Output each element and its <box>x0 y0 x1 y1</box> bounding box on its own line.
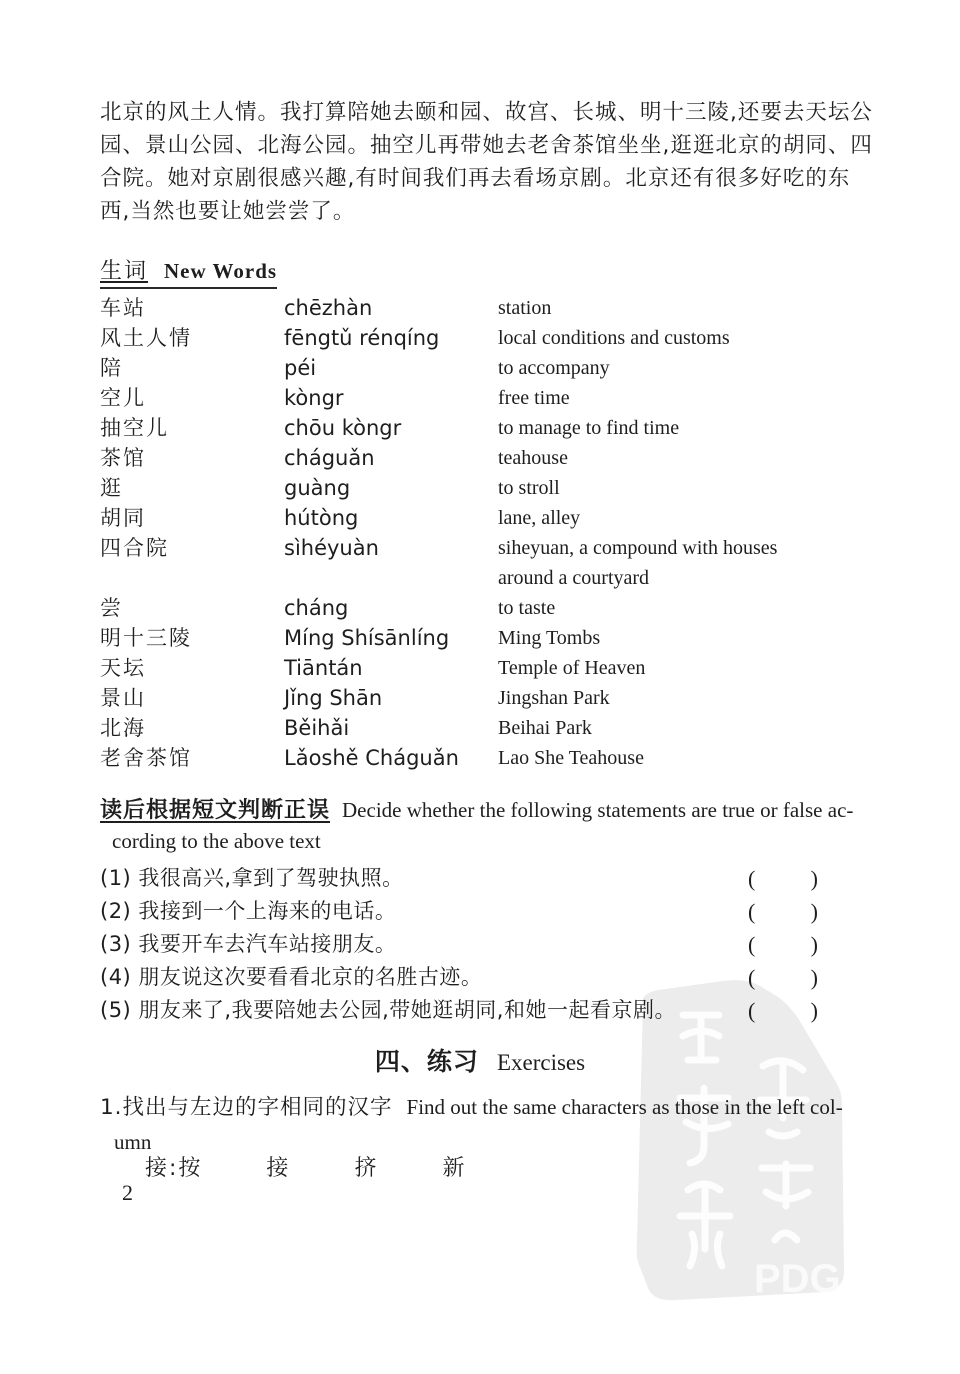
answer-paren-close: ) <box>810 932 818 957</box>
true-false-title-zh: 读后根据短文判断正误 <box>100 798 331 823</box>
new-words-heading <box>100 254 277 289</box>
exercise-1-prompt-zh: 1.找出与左边的字相同的汉字 <box>100 1095 393 1120</box>
vocab-hanzi: 空儿 <box>100 386 146 410</box>
vocab-row <box>100 353 882 383</box>
true-false-heading <box>100 795 882 857</box>
answer-parens <box>748 928 818 961</box>
vocab-row <box>100 593 882 623</box>
vocab-pinyin: Tiāntán <box>284 656 363 680</box>
vocab-english: lane, alley <box>498 507 581 529</box>
exercise-1 <box>100 1090 882 1160</box>
drill-option: 新 <box>442 1156 467 1181</box>
vocab-row <box>100 503 882 533</box>
vocab-pinyin: péi <box>284 356 317 380</box>
statement-text: (3) 我要开车去汽车站接朋友。 <box>100 932 397 956</box>
vocab-hanzi: 尝 <box>100 596 123 620</box>
vocab-row <box>100 683 882 713</box>
vocab-hanzi: 北海 <box>100 716 146 740</box>
answer-parens <box>748 862 818 895</box>
vocab-row <box>100 713 882 743</box>
vocab-hanzi: 陪 <box>100 356 123 380</box>
answer-parens <box>748 895 818 928</box>
vocab-hanzi: 车站 <box>100 296 146 320</box>
vocab-hanzi: 明十三陵 <box>100 626 192 650</box>
vocab-row <box>100 323 882 353</box>
vocab-english: Lao She Teahouse <box>498 747 644 769</box>
vocab-english: station <box>498 297 552 319</box>
vocab-hanzi: 老舍茶馆 <box>100 746 192 770</box>
vocab-row <box>100 473 882 503</box>
vocab-hanzi: 逛 <box>100 476 123 500</box>
true-false-items <box>100 862 882 1027</box>
vocab-hanzi: 天坛 <box>100 656 146 680</box>
true-false-section <box>100 795 882 1027</box>
answer-paren-close: ) <box>810 998 818 1023</box>
vocab-row <box>100 743 882 773</box>
vocab-english: Temple of Heaven <box>498 657 646 679</box>
vocab-hanzi: 风土人情 <box>100 326 192 350</box>
answer-paren-close: ) <box>810 866 818 891</box>
drill-option: 挤 <box>354 1156 379 1181</box>
new-words-title-zh: 生词 <box>100 259 149 284</box>
exercises-title-en: Exercises <box>496 1050 586 1075</box>
vocab-hanzi: 茶馆 <box>100 446 146 470</box>
true-false-instruction-line2: cording to the above text <box>112 829 321 853</box>
vocab-row <box>100 443 882 473</box>
statement-row <box>100 895 882 928</box>
vocab-row <box>100 533 882 593</box>
vocab-hanzi: 抽空儿 <box>100 416 169 440</box>
exercises-heading <box>0 1042 960 1078</box>
vocab-english: teahouse <box>498 447 568 469</box>
vocab-english: to accompany <box>498 357 610 379</box>
drill-target-pair: 接:按 <box>145 1156 203 1181</box>
vocab-hanzi: 四合院 <box>100 536 169 560</box>
vocab-pinyin: Běihǎi <box>284 716 350 740</box>
vocab-pinyin: hútòng <box>284 506 359 530</box>
vocab-pinyin: kòngr <box>284 386 344 410</box>
answer-paren-open: ( <box>748 866 756 891</box>
drill-option: 接 <box>266 1156 291 1181</box>
answer-paren-close: ) <box>810 899 818 924</box>
new-words-title-en: New Words <box>164 259 278 283</box>
vocab-english-line1: siheyuan, a compound with houses <box>498 537 778 559</box>
vocab-english <box>498 533 882 593</box>
vocab-row <box>100 623 882 653</box>
vocab-english: Ming Tombs <box>498 627 601 649</box>
statement-text: (5) 朋友来了,我要陪她去公园,带她逛胡同,和她一起看京剧。 <box>100 998 676 1022</box>
exercise-1-prompt-en-cont: umn <box>114 1130 152 1154</box>
vocab-pinyin: chōu kòngr <box>284 416 402 440</box>
statement-text: (2) 我接到一个上海来的电话。 <box>100 899 397 923</box>
vocab-english: to stroll <box>498 477 560 499</box>
vocab-english-line2: around a courtyard <box>498 567 650 589</box>
vocab-pinyin: Jǐng Shān <box>284 686 383 710</box>
vocab-pinyin: Míng Shísānlíng <box>284 626 450 650</box>
vocab-row <box>100 413 882 443</box>
watermark-pdg-label: PDG <box>754 1257 841 1301</box>
intro-line: 园、景山公园、北海公园。抽空儿再带她去老舍茶馆坐坐,逛逛北京的胡同、四 <box>100 133 873 158</box>
vocab-english: Beihai Park <box>498 717 592 739</box>
answer-parens <box>748 994 818 1027</box>
answer-paren-open: ( <box>748 965 756 990</box>
intro-line: 西,当然也要让她尝尝了。 <box>100 199 356 224</box>
vocab-english: to taste <box>498 597 556 619</box>
exercise-1-prompt-en: Find out the same characters as those in the left col- <box>406 1095 843 1119</box>
exercise-1-line1 <box>100 1090 882 1125</box>
answer-paren-close: ) <box>810 965 818 990</box>
statement-text: (4) 朋友说这次要看看北京的名胜古迹。 <box>100 965 483 989</box>
vocab-pinyin: cháng <box>284 596 349 620</box>
vocab-pinyin: sìhéyuàn <box>284 536 379 560</box>
page-number: 2 <box>122 1180 133 1205</box>
vocab-pinyin: Lǎoshě Cháguǎn <box>284 746 459 770</box>
character-drill-row <box>145 1151 530 1182</box>
vocab-pinyin: fēngtǔ rénqíng <box>284 326 440 350</box>
answer-paren-open: ( <box>748 932 756 957</box>
answer-parens <box>748 961 818 994</box>
vocab-pinyin: cháguǎn <box>284 446 375 470</box>
vocab-english: to manage to find time <box>498 417 680 439</box>
statement-row <box>100 862 882 895</box>
intro-line: 合院。她对京剧很感兴趣,有时间我们再去看场京剧。北京还有很多好吃的东 <box>100 166 851 191</box>
true-false-instruction-line1: Decide whether the following statements are true or false ac- <box>342 798 854 822</box>
statement-row <box>100 961 882 994</box>
answer-paren-open: ( <box>748 998 756 1023</box>
vocab-english: Jingshan Park <box>498 687 610 709</box>
vocab-pinyin: chēzhàn <box>284 296 373 320</box>
vocab-row <box>100 383 882 413</box>
vocab-hanzi: 胡同 <box>100 506 146 530</box>
vocabulary-list <box>100 293 882 773</box>
vocab-row <box>100 293 882 323</box>
statement-text: (1) 我很高兴,拿到了驾驶执照。 <box>100 866 404 890</box>
vocab-english: free time <box>498 387 570 409</box>
statement-row <box>100 928 882 961</box>
statement-row <box>100 994 882 1027</box>
intro-paragraph <box>100 96 882 228</box>
intro-line: 北京的风土人情。我打算陪她去颐和园、故宫、长城、明十三陵,还要去天坛公 <box>100 100 873 125</box>
vocab-hanzi: 景山 <box>100 686 146 710</box>
vocab-english: local conditions and customs <box>498 327 730 349</box>
answer-paren-open: ( <box>748 899 756 924</box>
exercises-title-zh: 四、练习 <box>374 1047 479 1076</box>
vocab-row <box>100 653 882 683</box>
vocab-pinyin: guàng <box>284 476 351 500</box>
